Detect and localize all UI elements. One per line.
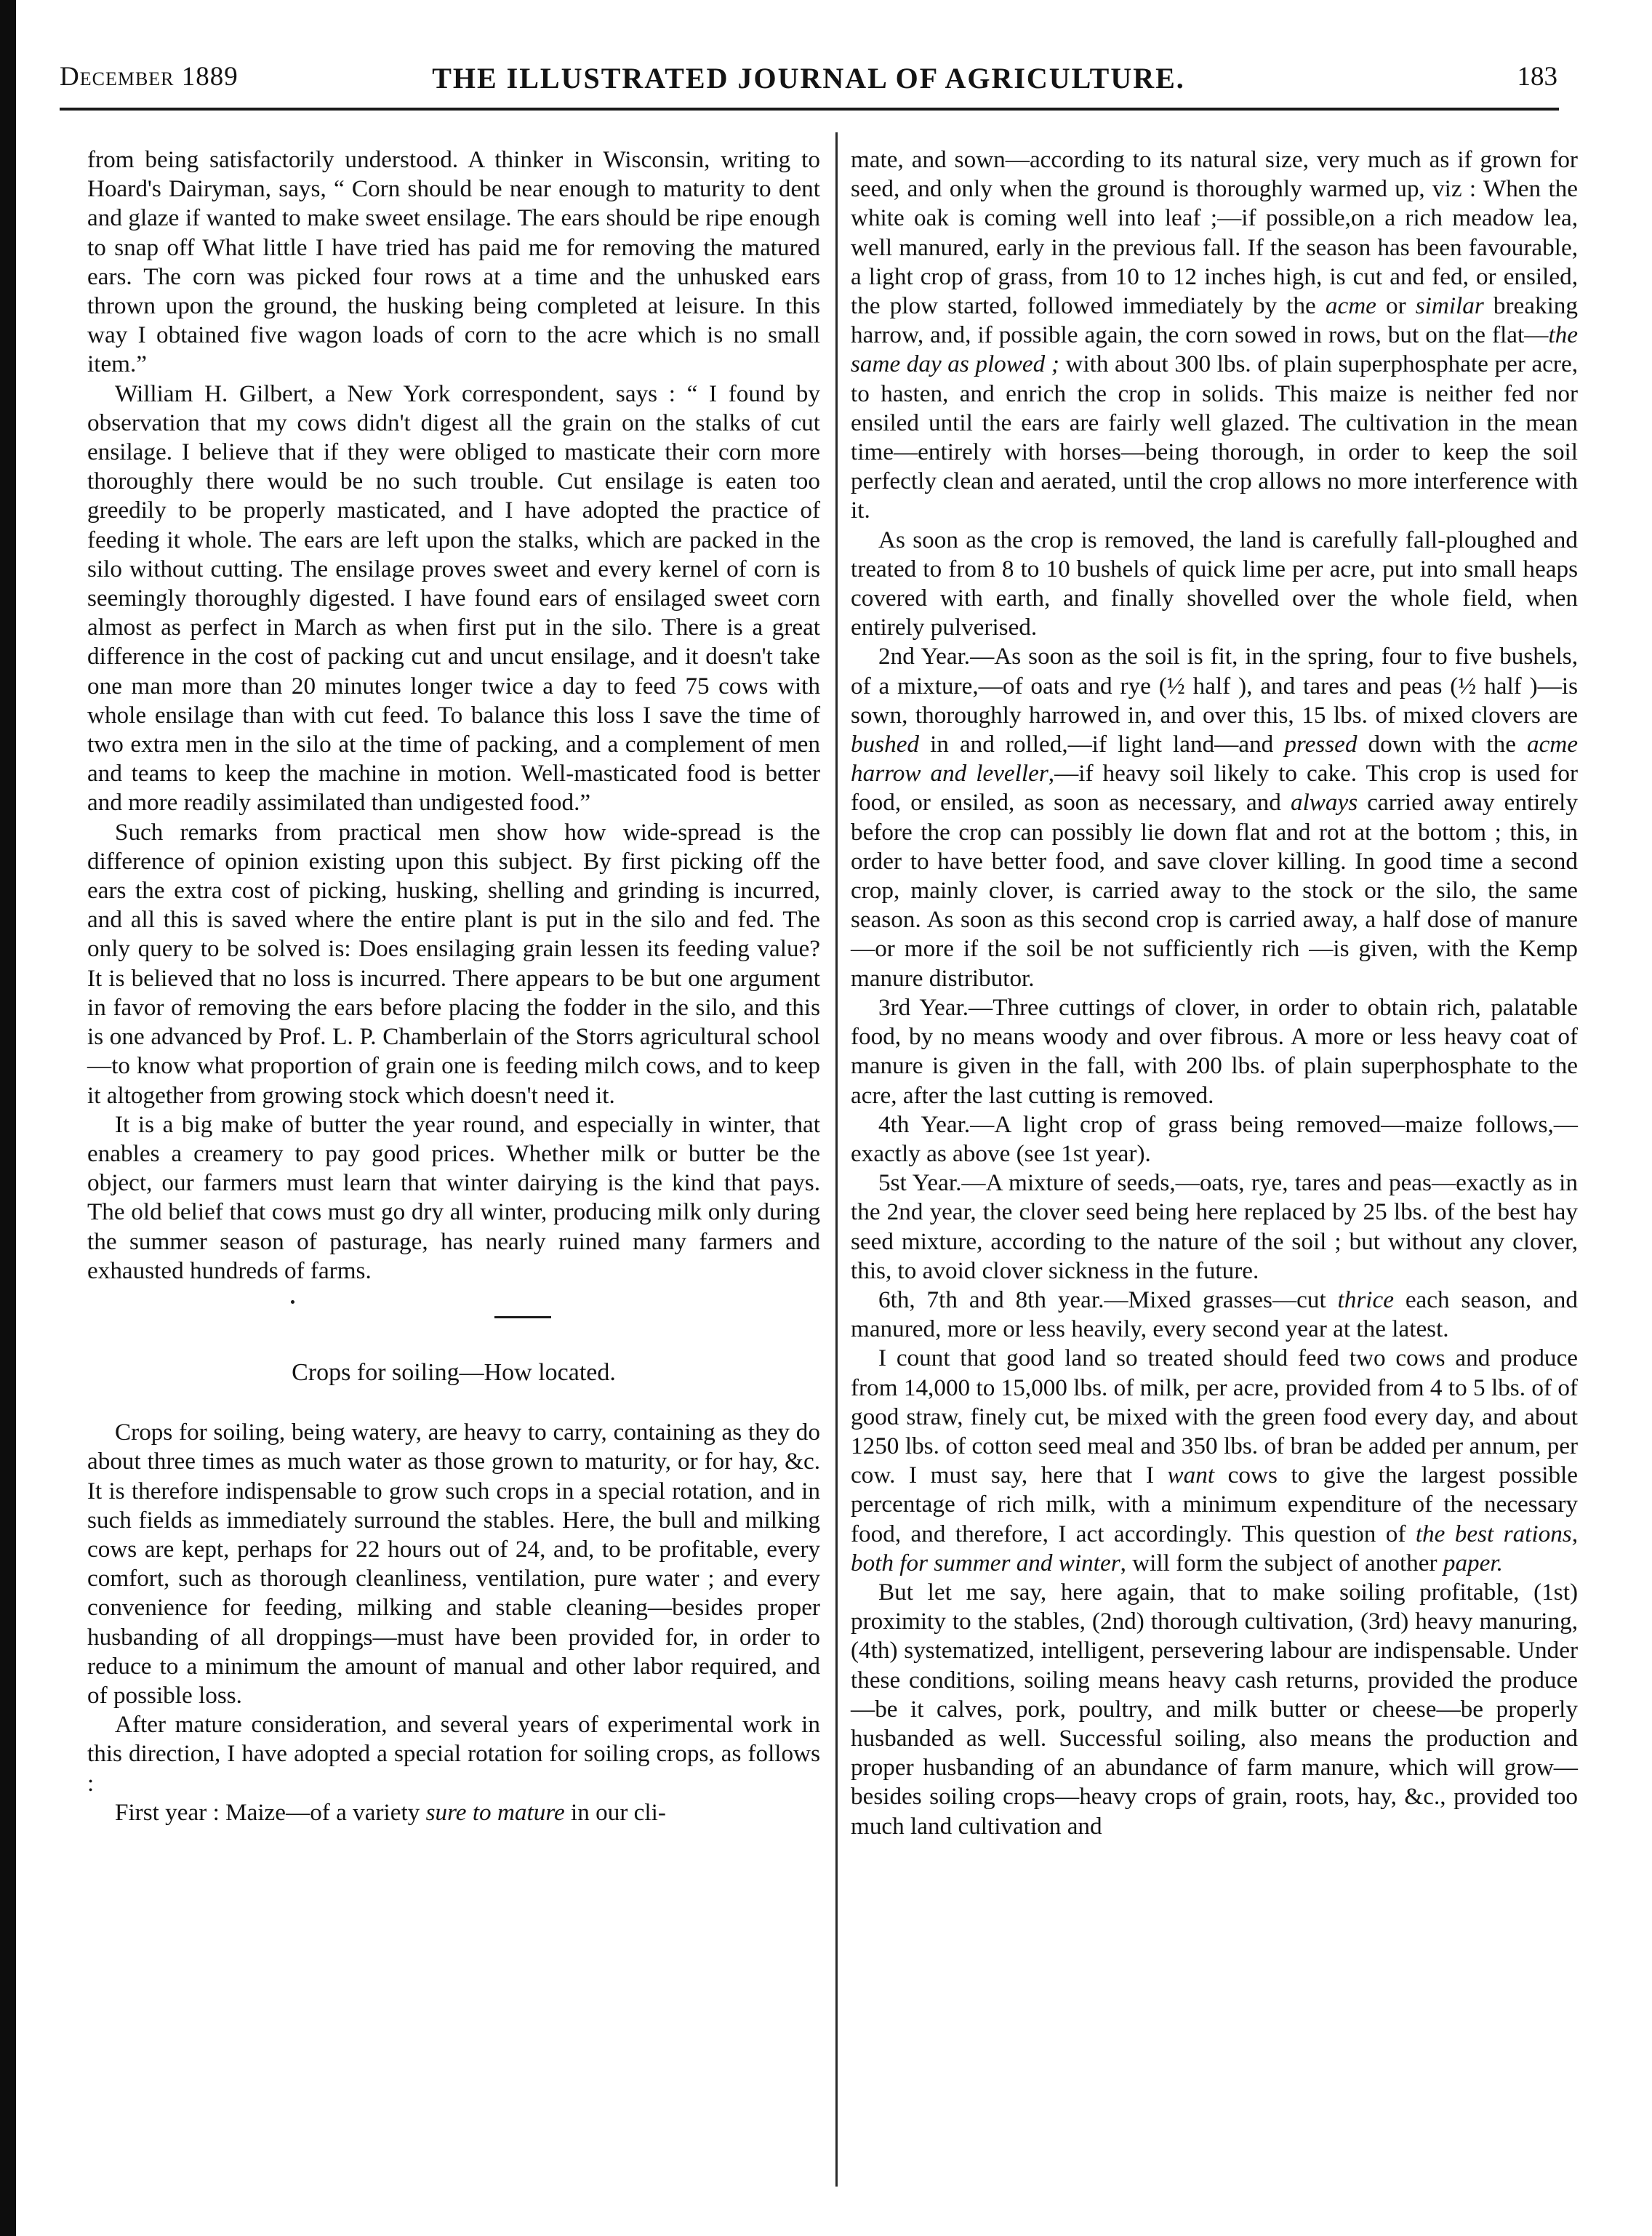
paragraph: 4th Year.—A light crop of grass being removed—maize follows,—exactly as above (see 1st year). bbox=[851, 1110, 1578, 1167]
separator-rule bbox=[494, 1316, 551, 1318]
text-run: 2nd Year.—As soon as the soil is fit, in the spring, four to five bushels, of a mixture,—of oats and rye (½ half ), and tares and peas (½ half )—is sown, thoroughly harrowed in, and over this, 15 lbs. of mixed clovers are bbox=[851, 643, 1578, 729]
paragraph: William H. Gilbert, a New York correspondent, says : “ I found by observation that my cows didn't digest all the grain on the stalks of cut ensilage. I believe that if they were obliged to masticate their corn more thoroughly there would be no such trouble. Cut ensilage is eaten too greedily to be properly masticated, and I have adopted the practice of feeding it whole. The ears are left upon the stalks, which are packed in the silo without cutting. The ensilage proves sweet and every kernel of corn is seemingly thoroughly digested. I have found ears of ensilaged sweet corn almost as perfect in March as when first put in the silo. There is a great difference in the cost of packing cut and uncut ensilage, and it doesn't take one man more than 20 minutes longer twice a day to feed 75 cows with whole ensilage than with cut feed. To balance this loss I save the time of two extra men in the silo at the time of packing, and a complement of men and teams to keep the machine in motion. Well-masticated food is better and more readily assimilated than undigested food.” bbox=[87, 380, 820, 817]
text-run: mate, and sown—according to its natural size, very much as if grown for seed, and only when the ground is thoroughly warmed up, viz : When the white oak is coming well into leaf ;—if possible,on a rich meadow lea, well manured, early in the previous fall. If the season has been favourable, a light crop of grass, from 10 to 12 inches high, is cut and fed, or ensiled, the plow started, followed immediately by the bbox=[851, 146, 1578, 320]
text-run: ,—if heavy soil likely to cake. This crop is used for food, or ensiled, as soon as necessary, and bbox=[851, 760, 1579, 817]
paragraph: from being satisfactorily understood. A thinker in Wisconsin, writing to Hoard's Dairyman, says, “ Corn should be near enough to maturity to dent and glaze if wanted to make sweet ensilage. The ears should be ripe enough to snap off What little I have tried has paid me for removing the matured ears. The corn was picked four rows at a time and the unhusked ears thrown upon the ground, the husking being completed at leisure. In this way I obtained five wagon loads of corn to the acre which is no small item.” bbox=[87, 146, 820, 378]
paragraph: As soon as the crop is removed, the land is carefully fall-ploughed and treated to from 8 to 10 bushels of quick lime per acre, put into small heaps covered with earth, and finally shovelled over the whole field, when entirely pulverised. bbox=[851, 526, 1578, 641]
italic-run: pressed bbox=[1284, 731, 1358, 758]
paragraph bbox=[87, 1798, 820, 1827]
paragraph: It is a big make of butter the year round, and especially in winter, that enables a creamery to pay good prices. Whether milk or butter be the object, our farmers must learn that winter dairying is the kind that pays. The old belief that cows must go dry all winter, producing milk only during the summer season of pasturage, has nearly ruined many farmers and exhausted hundreds of farms. bbox=[87, 1110, 820, 1284]
paragraph bbox=[851, 145, 1578, 526]
text-run: I count that good land so treated should feed two cows and produce from 14,000 to 15,000 lbs. of milk, per acre, provided from 4 to 5 lbs. of of good straw, finely cut, be mixed with the green food every day, and about 1250 lbs. of cotton seed meal and 350 lbs. of bran be added per annum, per cow. I must say, here that I bbox=[851, 1345, 1578, 1489]
paragraph: Such remarks from practical men show how wide-spread is the difference of opinion existing upon this subject. By first picking off the ears the extra cost of picking, husking, shelling and grinding is incurred, and all this is saved where the entire plant is put in the silo and fed. The only query to be solved is: Does ensilaging grain lessen its feeding value? It is believed that no loss is incurred. There appears to be but one argument in favor of removing the ears before placing the fodder in the silo, and this is one advanced by Prof. L. P. Chamberlain of the Storrs agricultural school—to know what proportion of grain one is feeding milch cows, and to keep it altogether from growing stock which doesn't need it. bbox=[87, 818, 820, 1109]
journal-title: THE ILLUSTRATED JOURNAL OF AGRICULTURE. bbox=[432, 62, 1185, 95]
text-run: each season, and manured, more or less heavily, every second year at the latest. bbox=[851, 1286, 1578, 1343]
paragraph: 3rd Year.—Three cuttings of clover, in order to obtain rich, palatable food, by no means woody and over fibrous. A more or less heavy coat of manure is given in the fall, with 200 lbs. of plain superphosphate to the acre, after the last cutting is removed. bbox=[851, 993, 1578, 1109]
paragraph: After mature consideration, and several years of experimental work in this direction, I have adopted a special rotation for soiling crops, as follows : bbox=[87, 1711, 820, 1797]
right-column bbox=[851, 145, 1578, 1841]
italic-run: always bbox=[1290, 789, 1358, 817]
italic-run: thrice bbox=[1337, 1286, 1394, 1313]
header-rule bbox=[60, 108, 1559, 111]
column-divider bbox=[835, 132, 838, 2187]
text-run: down with the bbox=[1357, 731, 1527, 758]
text-run: cows to give the largest possible percentage of rich milk, with a minimum expenditure of the necessary food, and therefore, I act accordingly. This question of bbox=[851, 1462, 1578, 1547]
text-run: with about 300 lbs. of plain superphosphate per acre, to hasten, and enrich the crop in solids. This maize is neither fed nor ensiled until the ears are fairly well glazed. The cultivation in the mean time—entirely with horses—being thorough, in order to keep the soil perfectly clean and aerated, until the crop allows no more interference with it. bbox=[851, 350, 1578, 524]
text-run: in our cli- bbox=[564, 1798, 666, 1826]
text-run: First year : Maize—of a variety bbox=[115, 1798, 426, 1826]
left-column bbox=[87, 145, 820, 1827]
italic-run: paper. bbox=[1443, 1549, 1503, 1576]
paragraph bbox=[851, 642, 1578, 993]
text-run: 6th, 7th and 8th year.—Mixed grasses—cut bbox=[878, 1286, 1338, 1313]
paragraph: But let me say, here again, that to make soiling profitable, (1st) proximity to the stables, (2nd) thorough cultivation, (3rd) heavy manuring, (4th) systematized, intelligent, persevering labour are indispensable. Under these conditions, soiling means heavy cash returns, provided the produce—be it calves, pork, poultry, and milk butter or cheese—be properly husbanded as well. Successful soiling, also means the production and proper husbanding of an abundance of farm manure, which will grow—besides soiling crops—heavy crops of grain, roots, hay, &c., provided too much land cultivation and bbox=[851, 1578, 1578, 1840]
italic-run: the same day as plowed ; bbox=[851, 321, 1578, 378]
section-separator bbox=[87, 1286, 820, 1358]
text-run: in and rolled,—if light land—and bbox=[919, 731, 1285, 758]
page-number: 183 bbox=[1517, 62, 1557, 92]
paragraph: 5st Year.—A mixture of seeds,—oats, rye, tares and peas—exactly as in the 2nd year, the clover seed being here replaced by 25 lbs. of the best hay seed mixture, according to the nature of the soil ; but without any clover, this, to avoid clover sickness in the future. bbox=[851, 1169, 1578, 1284]
italic-run: want bbox=[1167, 1462, 1215, 1489]
scan-edge-shadow bbox=[0, 0, 16, 2236]
italic-run: similar bbox=[1415, 292, 1484, 320]
text-run: breaking harrow, and, if possible again, the corn sowed in rows, but on the flat— bbox=[851, 292, 1578, 349]
text-run: or bbox=[1376, 292, 1416, 320]
italic-run: acme bbox=[1325, 292, 1376, 320]
italic-run: the best rations, both for summer and winter bbox=[851, 1520, 1579, 1576]
paragraph bbox=[851, 1344, 1578, 1578]
separator-dot bbox=[291, 1300, 294, 1304]
paragraph: Crops for soiling, being watery, are heavy to carry, containing as they do about three times as much water as those grown to maturity, or for hay, &c. It is therefore indispensable to grow such crops in a special rotation, and in such fields as immediately surround the stables. Here, the bull and milking cows are kept, perhaps for 22 hours out of 24, and, to be profitable, every comfort, such as thorough cleanliness, ventilation, pure water ; and every convenience for feeding, milking and stable cleaning—besides proper husbanding of all droppings—must have been provided for, in order to reduce to a minimum the amount of manual and other labor required, and of possible loss. bbox=[87, 1419, 820, 1709]
paragraph bbox=[851, 1286, 1578, 1344]
text-run: carried away entirely before the crop can possibly lie down flat and rot at the bottom ; this, in order to have better food, and save clover killing. In good time a second crop, mainly clover, is carried away to the stock or the silo, the same season. As soon as this second crop is carried away, a half dose of manure—or more if the soil be not sufficiently rich —is given, with the Kemp manure distributor. bbox=[851, 789, 1578, 992]
section-heading: Crops for soiling—How located. bbox=[292, 1358, 616, 1386]
italic-run: acme harrow and leveller bbox=[851, 731, 1578, 788]
running-header bbox=[60, 61, 1557, 105]
italic-run: bushed bbox=[851, 731, 920, 758]
italic-run: sure to mature bbox=[425, 1798, 565, 1826]
text-run: , will form the subject of another bbox=[1120, 1549, 1443, 1576]
header-date: December 1889 bbox=[60, 62, 238, 92]
